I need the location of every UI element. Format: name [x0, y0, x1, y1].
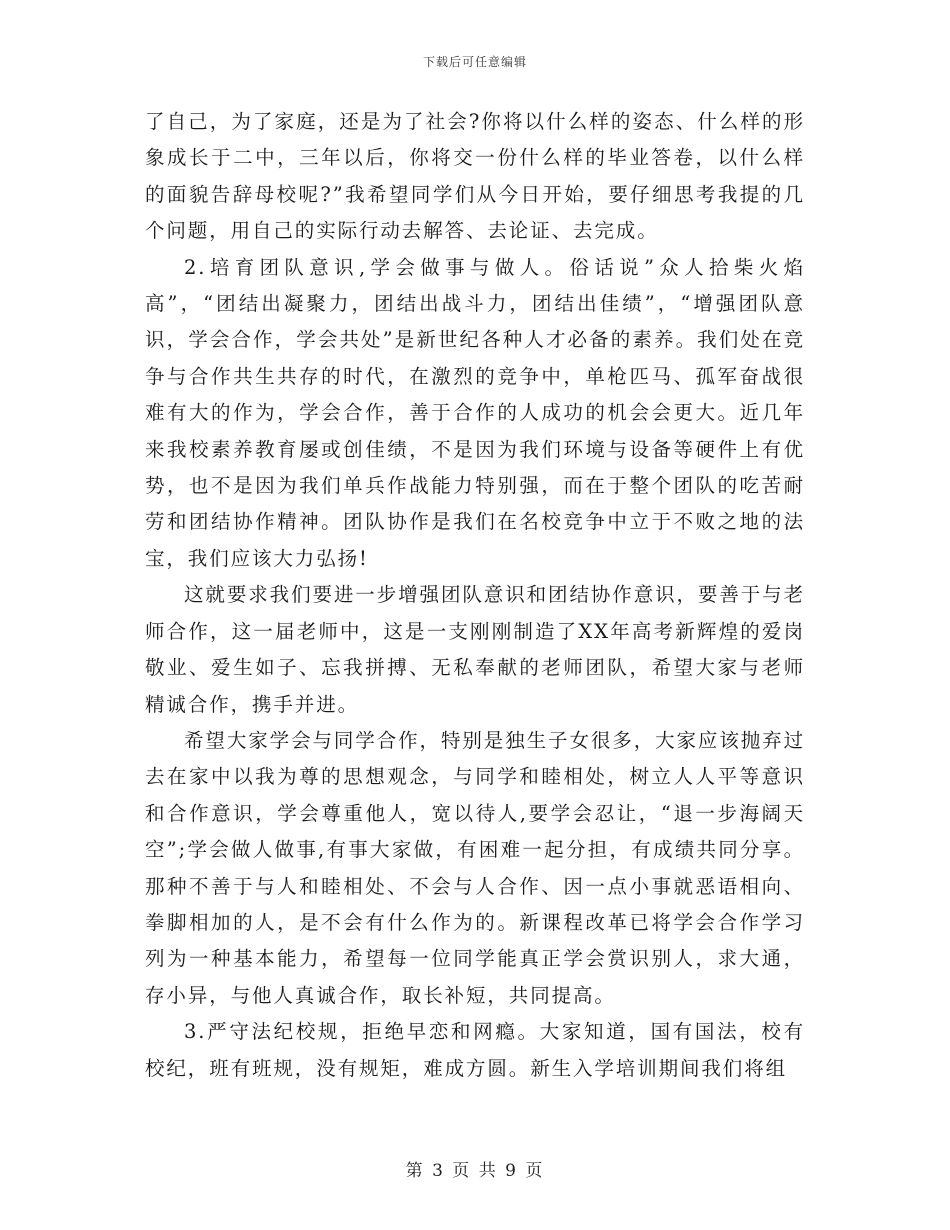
- paragraph-classmate-cooperation: 希望大家学会与同学合作，特别是独生子女很多，大家应该抛弃过去在家中以我为尊的思想观念，与同学和睦相处，树立人人平等意识和合作意识，学会尊重他人，宽以待人,要学会忍让，“退一步海阔天空”;学会做人做事,有事大家做，有困难一起分担，有成绩共同分享。那种不善于与人和睦相处、不会与人合作、因一点小事就恶语相向、拳脚相加的人，是不会有什么作为的。新课程改革已将学会合作学习列为一种基本能力，希望每一位同学能真正学会赏识别人，求大通，存小异，与他人真诚合作，取长补短，共同提高。: [145, 728, 805, 1007]
- paragraph-continuation: 了自己，为了家庭，还是为了社会?你将以什么样的姿态、什么样的形象成长于二中，三年以后，你将交一份什么样的毕业答卷，以什么样的面貌告辞母校呢?”我希望同学们从今日开始，要仔细思考我提的几个问题，用自己的实际行动去解答、去论证、去完成。: [145, 110, 805, 243]
- page-number: 第 3 页 共 9 页: [405, 1161, 545, 1181]
- paragraph-discipline: 3.严守法纪校规，拒绝早恋和网瘾。大家知道，国有国法，校有校纪，班有班规，没有规矩，难成方圆。新生入学培训期间我们将组: [145, 1020, 805, 1080]
- document-body: [145, 104, 805, 1087]
- page-header-note: 下载后可任意编辑: [422, 55, 527, 69]
- paragraph-team-awareness: 2.培育团队意识,学会做事与做人。俗话说”众人拾柴火焰高”，“团结出凝聚力，团结出战斗力，团结出佳绩”，“增强团队意识，学会合作，学会共处”是新世纪各种人才必备的素养。我们处在竞争与合作共生共存的时代，在激烈的竞争中，单枪匹马、孤军奋战很难有大的作为，学会合作，善于合作的人成功的机会会更大。近几年来我校素养教育屡或创佳绩，不是因为我们环境与设备等硬件上有优势，也不是因为我们单兵作战能力特别强，而在于整个团队的吃苦耐劳和团结协作精神。团队协作是我们在名校竞争中立于不败之地的法宝，我们应该大力弘扬!: [145, 255, 805, 570]
- paragraph-teacher-cooperation: 这就要求我们要进一步增强团队意识和团结协作意识，要善于与老师合作，这一届老师中，这是一支刚刚制造了XX年高考新辉煌的爱岗敬业、爱生如子、忘我拼搏、无私奉献的老师团队，希望大家与老师精诚合作，携手并进。: [145, 583, 805, 716]
